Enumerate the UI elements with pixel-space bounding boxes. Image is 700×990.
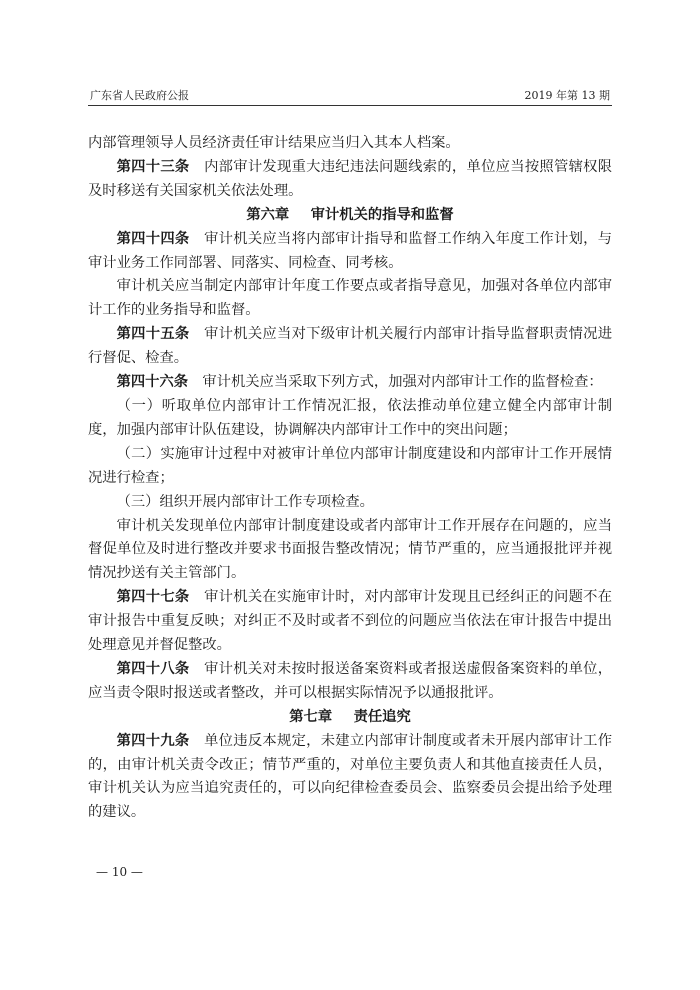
article-text: 审计机关应当采取下列方式，加强对内部审计工作的监督检查： <box>202 374 603 391</box>
article-paragraph <box>88 730 612 826</box>
article-label: 第四十八条 <box>116 660 190 677</box>
article-text: 内部审计发现重大违纪违法问题线索的，单位应当按照管辖权限及时移送有关国家机关依法处理。 <box>88 158 613 199</box>
article-text: 审计机关应当将内部审计指导和监督工作纳入年度工作计划，与审计业务工作同部署、同落实、同检查、同考核。 <box>88 230 613 271</box>
document-body <box>88 132 612 825</box>
body-paragraph: 审计机关发现单位内部审计制度建设或者内部审计工作开展存在问题的，应当督促单位及时进行整改并要求书面报告整改情况；情节严重的，应当通报批评并视情况抄送有关主管部门。 <box>88 517 612 582</box>
header-divider <box>88 105 612 106</box>
body-paragraph: 审计机关应当制定内部审计年度工作要点或者指导意见，加强对各单位内部审计工作的业务指导和监督。 <box>88 278 612 319</box>
article-label: 第四十三条 <box>116 158 190 175</box>
header-issue-number: 2019 年第 13 期 <box>524 89 610 102</box>
article-label: 第四十五条 <box>116 326 190 343</box>
article-label: 第四十六条 <box>116 374 189 391</box>
article-label: 第四十七条 <box>116 589 190 606</box>
article-paragraph <box>88 323 612 371</box>
body-paragraph: （三）组织开展内部审计工作专项检查。 <box>116 493 374 510</box>
article-text: 审计机关在实施审计时，对内部审计发现且已经纠正的问题不在审计报告中重复反映；对纠正不及时或者不到位的问题应当依法在审计报告中提出处理意见并督促整改。 <box>88 589 613 654</box>
article-paragraph <box>88 586 612 658</box>
header-publication-title: 广东省人民政府公报 <box>90 89 189 102</box>
article-label: 第四十九条 <box>116 732 190 749</box>
article-text: 审计机关应当对下级审计机关履行内部审计指导监督职责情况进行督促、检查。 <box>88 326 613 367</box>
article-text: 单位违反本规定，未建立内部审计制度或者未开展内部审计工作的，由审计机关责令改正；情节严重的，对单位主要负责人和其他直接责任人员，审计机关认为应当追究责任的，可以向纪律检查委员会、监察委员会提出给予处理的建议。 <box>88 732 613 821</box>
chapter-number: 第六章 <box>246 206 290 223</box>
page-number: — 10 — <box>96 865 143 879</box>
article-label: 第四十四条 <box>116 230 190 247</box>
chapter-title: 审计机关的指导和监督 <box>310 206 454 223</box>
chapter-heading <box>88 204 612 228</box>
chapter-heading <box>88 706 612 730</box>
article-text: 审计机关对未按时报送备案资料或者报送虚假备案资料的单位，应当责令限时报送或者整改，并可以根据实际情况予以通报批评。 <box>88 660 613 701</box>
body-paragraph: （一）听取单位内部审计工作情况汇报，依法推动单位建立健全内部审计制度，加强内部审计队伍建设，协调解决内部审计工作中的突出问题； <box>88 397 612 438</box>
body-paragraph: （二）实施审计过程中对被审计单位内部审计制度建设和内部审计工作开展情况进行检查； <box>88 445 612 486</box>
running-header <box>88 88 612 104</box>
chapter-number: 第七章 <box>289 708 333 725</box>
chapter-title: 责任追究 <box>353 708 411 725</box>
article-paragraph <box>88 228 612 276</box>
article-paragraph <box>88 658 612 706</box>
article-paragraph <box>88 156 612 204</box>
body-paragraph: 内部管理领导人员经济责任审计结果应当归入其本人档案。 <box>88 135 460 151</box>
article-paragraph <box>88 371 612 395</box>
